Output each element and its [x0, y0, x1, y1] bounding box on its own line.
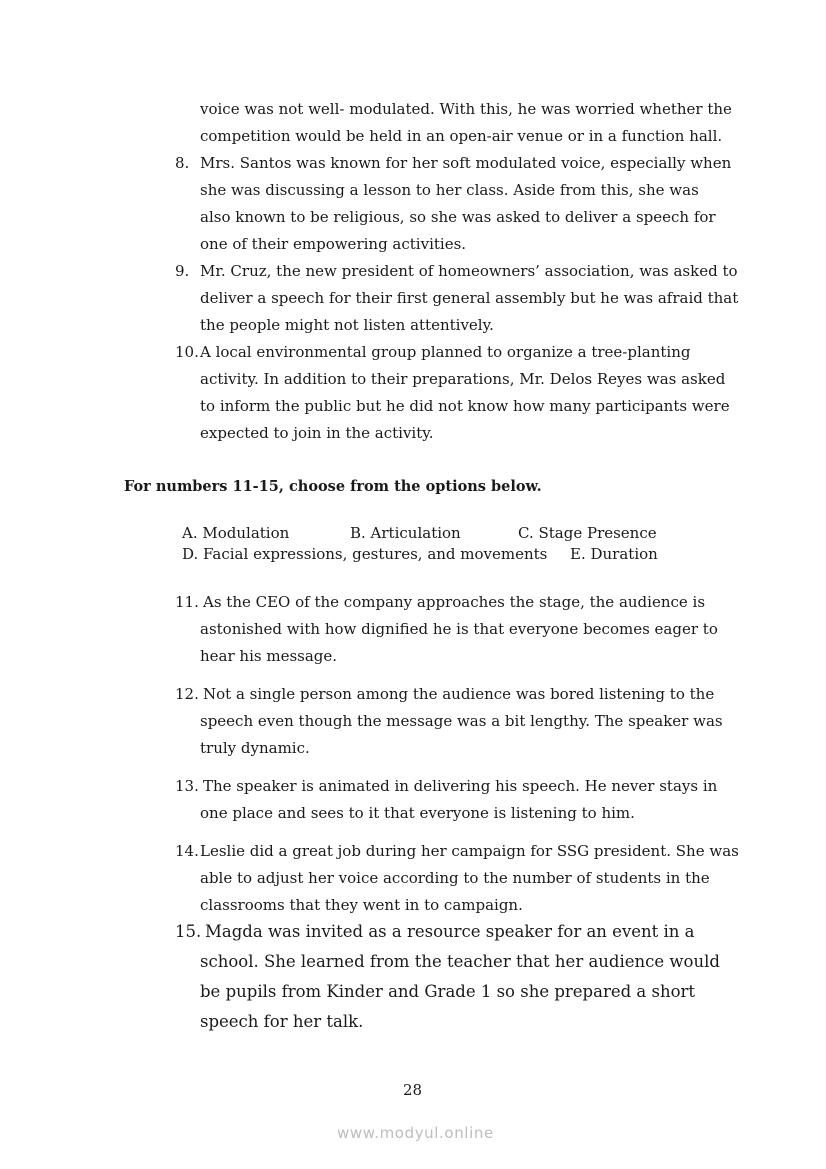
- item-7-line-2: competition would be held in an open-air venue or in a function hall.: [200, 127, 723, 145]
- item-13-line-2: one place and sees to it that everyone is listening to him.: [200, 804, 635, 822]
- item-10-line-1: A local environmental group planned to organize a tree-planting: [200, 343, 691, 361]
- option-d: D. Facial expressions, gestures, and movements: [182, 545, 548, 563]
- item-13-line-1: The speaker is animated in delivering his speech. He never stays in: [203, 777, 718, 795]
- section-heading: For numbers 11-15, choose from the options below.: [124, 478, 542, 495]
- watermark: www.modyul.online: [337, 1124, 494, 1142]
- item-10-line-2: activity. In addition to their preparations, Mr. Delos Reyes was asked: [200, 370, 726, 388]
- item-15-line-4: speech for her talk.: [200, 1012, 364, 1031]
- item-12-number: 12.: [175, 685, 199, 703]
- item-8-number: 8.: [175, 154, 190, 172]
- item-10-line-4: expected to join in the activity.: [200, 424, 434, 442]
- item-9-line-1: Mr. Cruz, the new president of homeowners’ association, was asked to: [200, 262, 738, 280]
- item-14-number: 14.: [175, 842, 199, 860]
- item-14-line-2: able to adjust her voice according to the number of students in the: [200, 869, 710, 887]
- item-7-line-1: voice was not well- modulated. With this, he was worried whether the: [200, 100, 732, 118]
- item-8-line-2: she was discussing a lesson to her class. Aside from this, she was: [200, 181, 699, 199]
- option-b: B. Articulation: [350, 524, 461, 542]
- item-15-line-2: school. She learned from the teacher that her audience would: [200, 952, 720, 971]
- item-8-line-1: Mrs. Santos was known for her soft modulated voice, especially when: [200, 154, 732, 172]
- item-12-line-1: Not a single person among the audience was bored listening to the: [203, 685, 715, 703]
- item-8-line-4: one of their empowering activities.: [200, 235, 467, 253]
- item-8-line-3: also known to be religious, so she was asked to deliver a speech for: [200, 208, 716, 226]
- item-11-number: 11.: [175, 593, 199, 611]
- item-15-line-1: Magda was invited as a resource speaker for an event in a: [205, 922, 695, 941]
- item-10-line-3: to inform the public but he did not know how many participants were: [200, 397, 730, 415]
- option-e: E. Duration: [570, 545, 658, 563]
- option-a: A. Modulation: [182, 524, 290, 542]
- item-9-line-3: the people might not listen attentively.: [200, 316, 494, 334]
- item-15-line-3: be pupils from Kinder and Grade 1 so she prepared a short: [200, 982, 696, 1001]
- item-10-number: 10.: [175, 343, 199, 361]
- item-11-line-3: hear his message.: [200, 647, 338, 665]
- item-12-line-3: truly dynamic.: [200, 739, 310, 757]
- item-11-line-1: As the CEO of the company approaches the stage, the audience is: [203, 593, 706, 611]
- item-9-number: 9.: [175, 262, 190, 280]
- item-11-line-2: astonished with how dignified he is that everyone becomes eager to: [200, 620, 718, 638]
- item-13-number: 13.: [175, 777, 199, 795]
- item-14-line-3: classrooms that they went in to campaign.: [200, 896, 523, 914]
- option-c: C. Stage Presence: [518, 524, 657, 542]
- page-number: 28: [403, 1081, 423, 1099]
- item-9-line-2: deliver a speech for their first general assembly but he was afraid that: [200, 289, 739, 307]
- item-12-line-2: speech even though the message was a bit lengthy. The speaker was: [200, 712, 723, 730]
- item-14-line-1: Leslie did a great job during her campaign for SSG president. She was: [200, 842, 739, 860]
- item-15-number: 15.: [175, 922, 202, 941]
